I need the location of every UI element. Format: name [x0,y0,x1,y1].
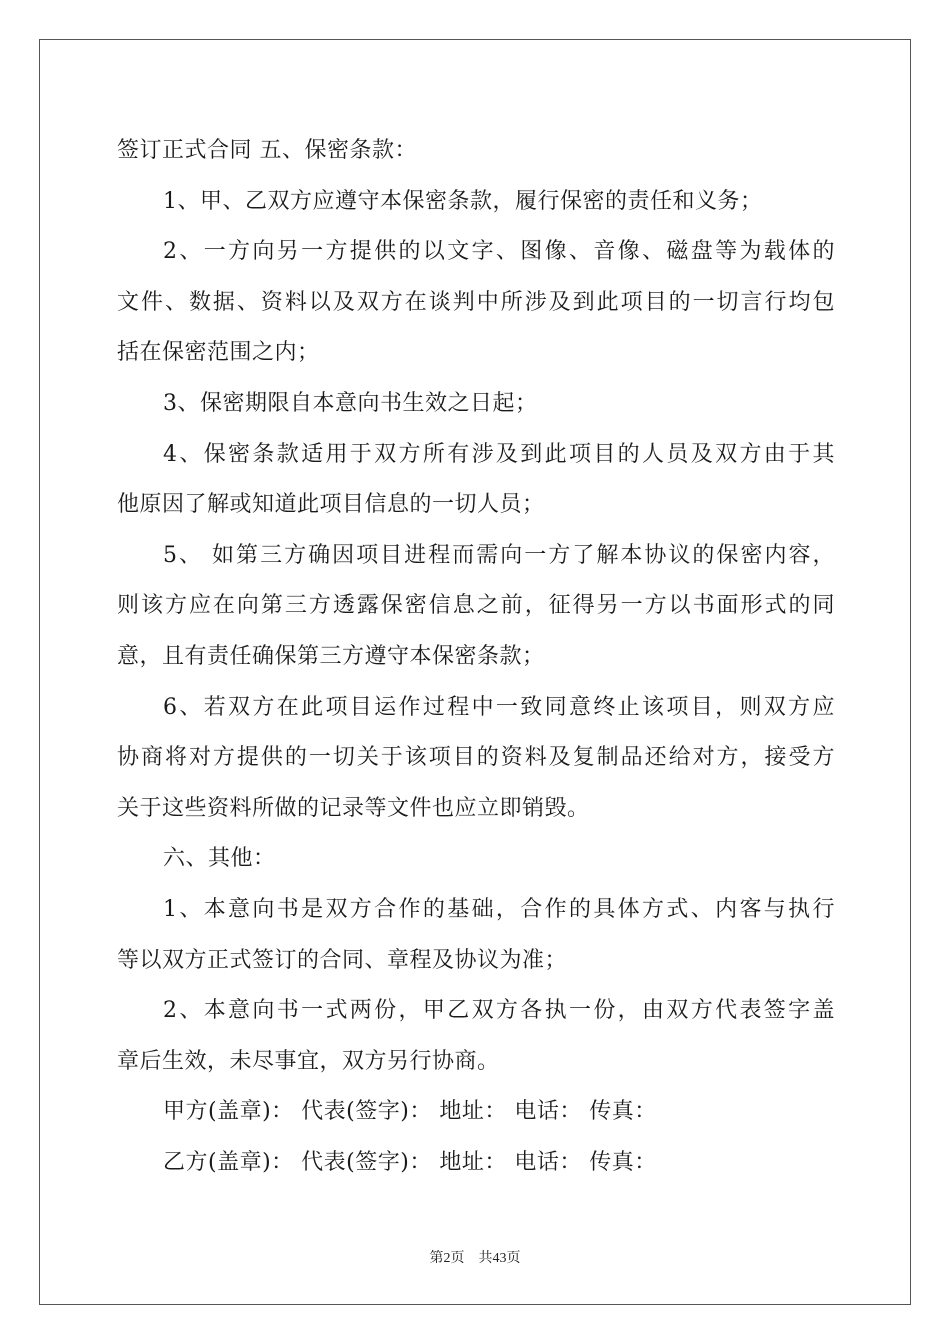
text-line: 则该方应在向第三方透露保密信息之前，征得另一方以书面形式的同 [117,593,835,619]
text-line: 1、甲、乙双方应遵守本保密条款，履行保密的责任和义务； [163,188,763,214]
text-line: 六、其他： [163,846,276,872]
text-line: 6、若双方在此项目运作过程中一致同意终止该项目，则双方应 [163,694,835,720]
text-line: 等以双方正式签订的合同、章程及协议为准； [117,947,568,973]
text-line: 签订正式合同 五、保密条款： [117,138,417,163]
text-line: 他原因了解或知道此项目信息的一切人员； [117,492,545,518]
text-line: 章后生效，未尽事宜，双方另行协商。 [117,1048,500,1074]
text-line: 2、本意向书一式两份，甲乙双方各执一份，由双方代表签字盖 [163,998,835,1024]
text-line: 文件、数据、资料以及双方在谈判中所涉及到此项目的一切言行均包 [117,289,835,315]
document-body [117,126,835,1188]
text-line: 意，且有责任确保第三方遵守本保密条款； [117,643,545,669]
text-line: 关于这些资料所做的记录等文件也应立即销毁。 [117,795,590,821]
text-line: 3、保密期限自本意向书生效之日起； [163,390,538,416]
text-line: 甲方(盖章)： 代表(签字)： 地址： 电话： 传真： [163,1099,657,1125]
text-line: 乙方(盖章)： 代表(签字)： 地址： 电话： 传真： [163,1149,657,1175]
text-line: 协商将对方提供的一切关于该项目的资料及复制品还给对方，接受方 [117,745,835,771]
text-line: 4、保密条款适用于双方所有涉及到此项目的人员及双方由于其 [163,441,835,467]
text-line: 5、 如第三方确因项目进程而需向一方了解本协议的保密内容， [163,542,835,568]
text-line: 1、本意向书是双方合作的基础，合作的具体方式、内客与执行 [163,896,835,922]
text-line: 括在保密范围之内； [117,340,320,366]
text-line: 2、一方向另一方提供的以文字、图像、音像、磁盘等为载体的 [163,239,835,265]
page-number-footer: 第2页 共43页 [429,1251,521,1266]
